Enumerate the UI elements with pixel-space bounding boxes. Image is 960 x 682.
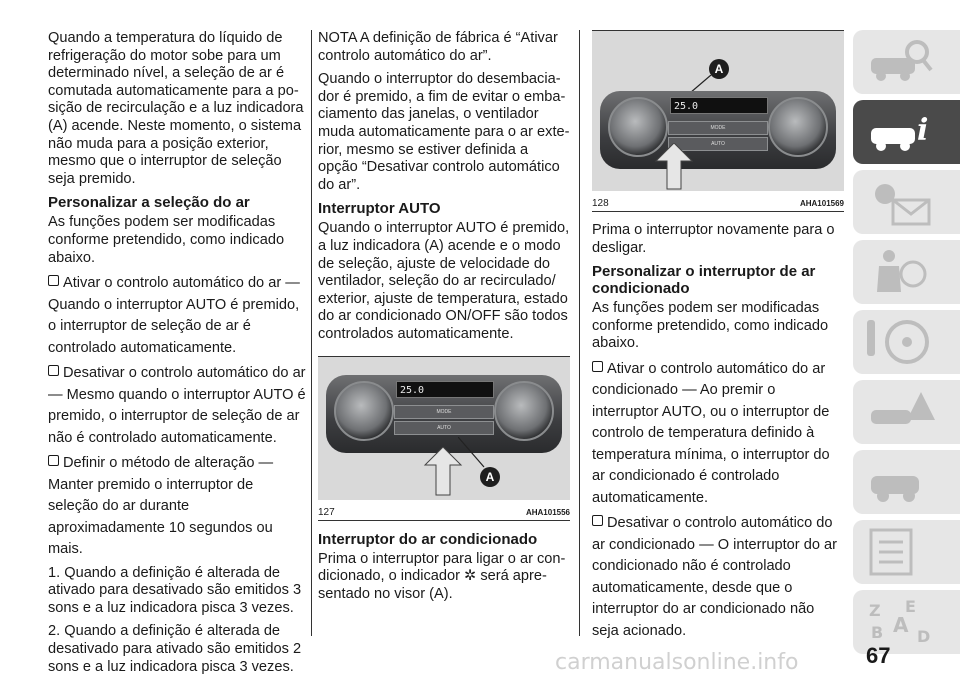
mode-button-row: MODE: [394, 405, 494, 419]
paragraph: Quando o interruptor AUTO é premido, a luz indicadora (A) acende e o modo de seleção, ajuste de velocidade do ventilador, seleção do ar recirculado/ exterior, ajuste de temperatura, estado do ar condicionado ON/OFF são todos controlados automaticamente.: [318, 220, 570, 342]
tab-warning-lights[interactable]: [853, 170, 960, 234]
auto-button-row: AUTO: [394, 421, 494, 435]
text-column-3: [592, 30, 844, 646]
pointer-arrow-icon: [654, 143, 694, 191]
climate-panel-image: [592, 31, 844, 191]
paragraph: Quando o interruptor do desembacia-dor é premido, a fim de evitar o emba-ciamento das janelas, o ventilador muda automaticamente para o ar exte-rior, mesmo se estiver definida a opção “Desativar controlo automático do ar”.: [318, 71, 570, 193]
list-item-text: Desativar o controlo automático do ar — Mesmo quando o interruptor AUTO é premido, o interruptor de seleção de ar não é controlado automaticamente.: [48, 365, 306, 446]
column-divider: [311, 30, 312, 636]
list-item-text: Ativar o controlo automático do ar condicionado — Ao premir o interruptor AUTO, ou o interruptor de controlo de temperatura definido à temperatura mínima, o interruptor do ar condicionado é controlado automaticamente.: [592, 360, 830, 506]
car-info-icon: [865, 106, 935, 158]
svg-text:B: B: [871, 623, 884, 642]
svg-text:D: D: [917, 627, 931, 646]
list-item-text: Ativar o controlo automático do ar — Quando o interruptor AUTO é premido, o interruptor de seleção de ar é controlado automaticamente.: [48, 275, 300, 356]
section-heading: Interruptor do ar condicionado: [318, 530, 538, 548]
figure-code: AHA101569: [799, 199, 844, 208]
chapter-tabs: [853, 30, 960, 660]
tab-technical-data[interactable]: [853, 520, 960, 584]
note: NOTA A definição de fábrica é “Ativar controlo automático do ar”.: [318, 30, 558, 64]
tab-emergency[interactable]: [853, 380, 960, 444]
warning-light-icon: [865, 176, 935, 228]
temp-knob-right: [768, 97, 828, 157]
list-item: [48, 273, 306, 359]
checkbox-icon: [48, 275, 59, 286]
checkbox-icon: [592, 515, 603, 526]
tab-starting-driving[interactable]: [853, 310, 960, 374]
paragraph: As funções podem ser modificadas conforme pretendido, como indicado abaixo.: [48, 214, 285, 266]
list-item: [592, 359, 844, 510]
lcd-display: 25.0: [670, 97, 768, 114]
watermark: carmanualsonline.info: [555, 650, 799, 675]
car-search-icon: [865, 36, 935, 88]
paragraph: Quando a temperatura do líquido de refrigeração do motor sobe para um determinado nível, a seleção de ar é comutada automaticamente para a po-sição de recirculação e a luz indicadora (A) acende. Neste momento, o sistema não muda para a posição exterior, mesmo que o interruptor de seleção seja premido.: [48, 30, 304, 187]
list-item-text: Desativar o controlo automático do ar condicionado — O interruptor do ar condicionado não é controlado automaticamente, desde que o interruptor do ar condicionado não seja acionado.: [592, 515, 837, 639]
text-column-2: [318, 30, 570, 609]
lcd-display: 25.0: [396, 381, 494, 398]
column-divider: [579, 30, 580, 636]
paragraph: 1. Quando a definição é alterada de ativado para desativado são emitidos 3 sons e a luz indicadora pisca 3 vezes.: [48, 564, 302, 616]
svg-text:i: i: [917, 113, 929, 148]
figure-128: [592, 30, 844, 212]
mode-button-row: MODE: [668, 121, 768, 135]
temp-knob-left: [334, 381, 394, 441]
index-letters-icon: [865, 596, 935, 648]
list-item-text: Definir o método de alteração — Manter premido o interruptor de seleção do ar durante aproximadamente 10 segundos ou mais.: [48, 455, 274, 558]
text-column-1: [48, 30, 306, 682]
list-item: [48, 363, 306, 449]
paragraph: 2. Quando a definição é alterada de desativado para ativado são emitidos 2 sons e a luz indicadora pisca 3 vezes.: [48, 623, 302, 675]
ac-snowflake-icon: ✲: [464, 568, 477, 585]
marker-a: A: [480, 467, 500, 487]
tab-maintenance[interactable]: [853, 450, 960, 514]
svg-text:Z: Z: [869, 601, 881, 620]
climate-panel-image: [318, 357, 570, 500]
list-item: [48, 453, 306, 561]
checkbox-icon: [48, 365, 59, 376]
temp-knob-right: [494, 381, 554, 441]
car-service-icon: [865, 456, 935, 508]
pointer-arrow-icon: [423, 447, 463, 497]
figure-code: AHA101556: [525, 507, 570, 517]
car-warning-icon: [865, 386, 935, 438]
svg-text:A: A: [893, 613, 909, 637]
airbag-icon: [865, 246, 935, 298]
tab-car-search[interactable]: [853, 30, 960, 94]
checkbox-icon: [48, 455, 59, 466]
section-heading: Interruptor AUTO: [318, 200, 441, 218]
page-number: 67: [866, 643, 891, 668]
section-heading: Personalizar o interruptor de ar condicionado: [592, 263, 816, 298]
tab-car-info[interactable]: [853, 100, 960, 164]
list-item: [592, 513, 844, 642]
paragraph: Prima o interruptor novamente para o desligar.: [592, 222, 835, 256]
tab-safety[interactable]: [853, 240, 960, 304]
auto-button-row: AUTO: [668, 137, 768, 151]
paragraph: Prima o interruptor para ligar o ar con-dicionado, o indicador ✲ será apre-sentado no visor (A).: [318, 550, 566, 602]
checkbox-icon: [592, 361, 603, 372]
figure-number: 127: [318, 506, 335, 518]
figure-number: 128: [592, 198, 609, 209]
steering-key-icon: [865, 316, 935, 368]
paragraph: As funções podem ser modificadas conforme pretendido, como indicado abaixo.: [592, 300, 829, 352]
section-heading: Personalizar a seleção do ar: [48, 194, 250, 212]
checklist-icon: [865, 526, 935, 578]
marker-a: A: [709, 59, 729, 79]
figure-127: [318, 356, 570, 521]
svg-text:E: E: [905, 597, 916, 616]
